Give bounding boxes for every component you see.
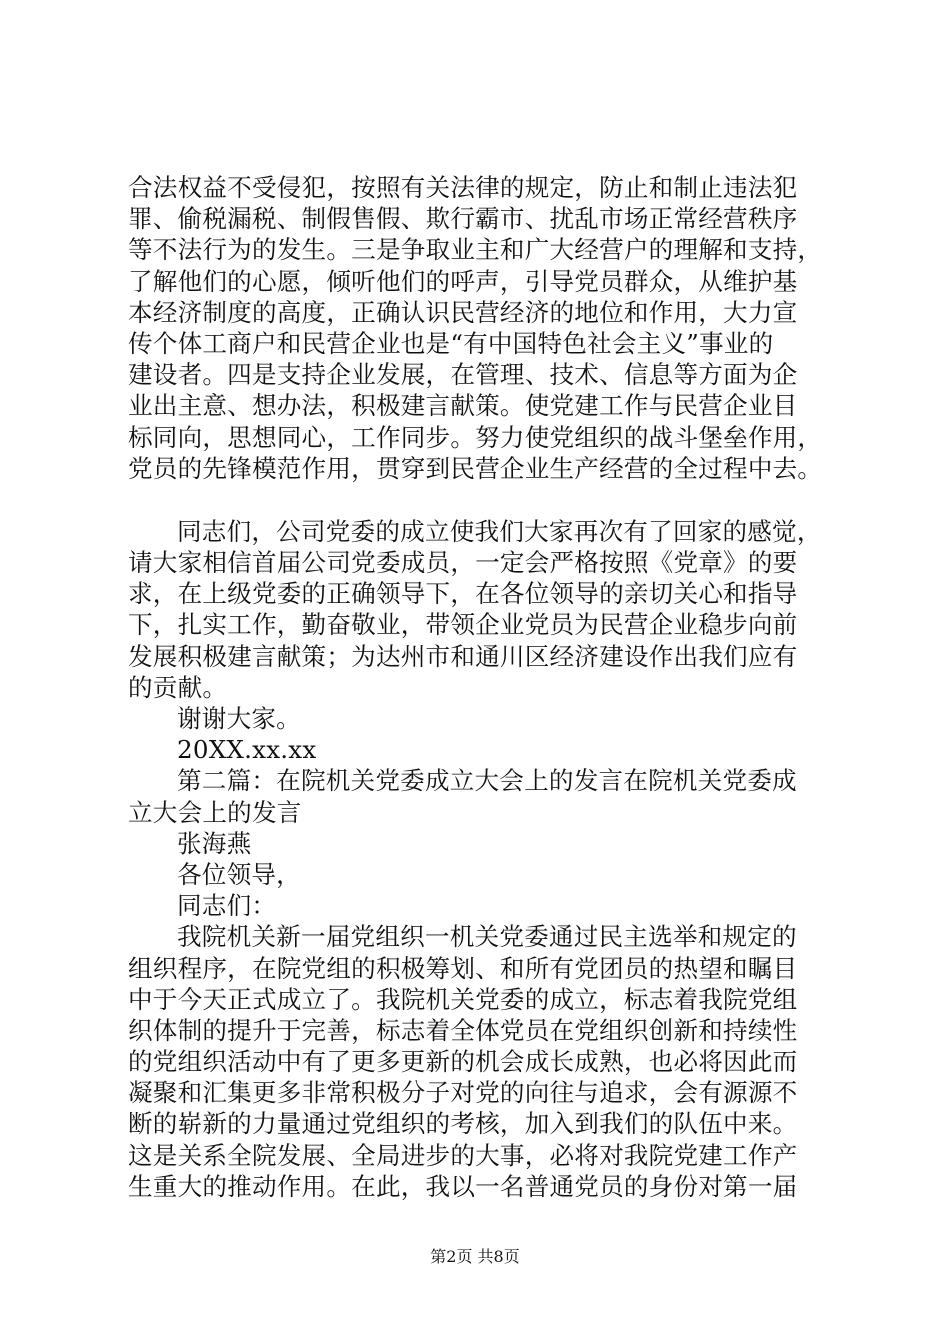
text-line: 等不法行为的发生。三是争取业主和广大经营户的理解和支持，: [128, 235, 823, 265]
date-line: 20XX.xx.xx: [177, 735, 317, 765]
paragraph-gap: [128, 484, 828, 516]
paragraph-continuation: [128, 172, 828, 484]
text-line: 罪、偷税漏税、制假售假、欺行霸市、扰乱市场正常经营秩序: [128, 204, 798, 234]
paragraph-closing: [128, 516, 828, 703]
text-line: 生重大的推动作用。在此，我以一名普通党员的身份对第一届: [128, 1171, 798, 1201]
text-line: 断的崭新的力量通过党组织的考核，加入到我们的队伍中来。: [128, 1109, 798, 1139]
text-line: 本经济制度的高度，正确认识民营经济的地位和作用，大力宣: [128, 297, 798, 327]
text-line: 中于今天正式成立了。我院机关党委的成立，标志着我院党组: [128, 984, 798, 1014]
paragraph-speech: [128, 921, 828, 1202]
text-line: 这是关系全院发展、全局进步的大事，必将对我院党建工作产: [128, 1140, 798, 1170]
text-line: 传个体工商户和民营企业也是“有中国特色社会主义”事业的: [128, 328, 774, 358]
author-name: 张海燕: [177, 828, 252, 858]
text-line: 凝聚和汇集更多非常积极分子对党的向往与追求，会有源源不: [128, 1078, 798, 1108]
document-body: [128, 172, 828, 1202]
text-line: 下，扎实工作，勤奋敬业，带领企业党员为民营企业稳步向前: [128, 610, 798, 640]
text-line: 标同向，思想同心，工作同步。努力使党组织的战斗堡垒作用，: [128, 422, 823, 452]
text-line: 请大家相信首届公司党委成员，一定会严格按照《党章》的要: [128, 548, 798, 578]
salutation-leaders: 各位领导，: [177, 859, 301, 889]
text-line: 合法权益不受侵犯，按照有关法律的规定，防止和制止违法犯: [128, 173, 798, 202]
section-heading: [128, 765, 828, 827]
thanks-line: 谢谢大家。: [177, 704, 301, 733]
text-line: 的贡献。: [128, 672, 228, 702]
salutation-comrades: 同志们：: [177, 891, 277, 921]
heading-line: 第二篇：在院机关党委成立大会上的发言在院机关党委成: [177, 766, 797, 796]
text-line: 的党组织活动中有了更多更新的机会成长成熟，也必将因此而: [128, 1047, 798, 1077]
text-line: 了解他们的心愿，倾听他们的呼声，引导党员群众，从维护基: [128, 266, 798, 296]
text-line: 党员的先锋模范作用，贯穿到民营企业生产经营的全过程中去。: [128, 453, 823, 483]
text-line: 求，在上级党委的正确领导下，在各位领导的亲切关心和指导: [128, 579, 798, 609]
text-line: 业出主意、想办法，积极建言献策。使党建工作与民营企业目: [128, 391, 798, 421]
text-line: 组织程序，在院党组的积极筹划、和所有党团员的热望和瞩目: [128, 953, 798, 983]
text-line: 我院机关新一届党组织一机关党委通过民主选举和规定的: [177, 922, 797, 952]
heading-line: 立大会上的发言: [128, 797, 302, 827]
page-number-footer: 第2页 共8页: [430, 1247, 520, 1266]
text-line: 织体制的提升于完善，标志着全体党员在党组织创新和持续性: [128, 1015, 798, 1045]
text-line: 建设者。四是支持企业发展，在管理、技术、信息等方面为企: [128, 360, 798, 390]
text-line: 同志们，公司党委的成立使我们大家再次有了回家的感觉，: [177, 516, 822, 546]
text-line: 发展积极建言献策；为达州市和通川区经济建设作出我们应有: [128, 641, 798, 671]
